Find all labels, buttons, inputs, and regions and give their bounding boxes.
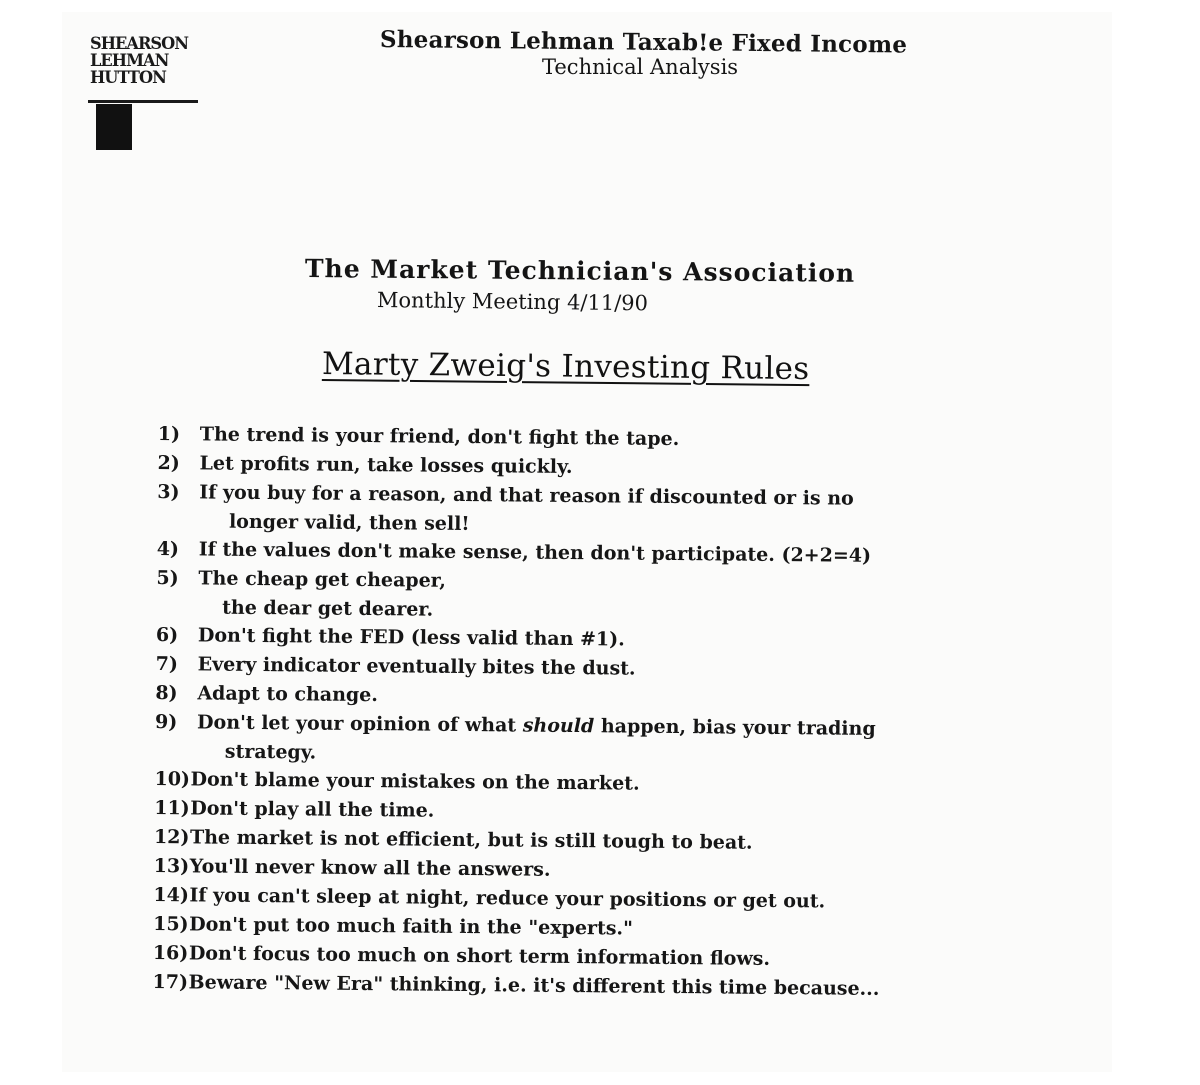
rule-continuation: strategy.: [224, 740, 317, 764]
rule-text: Don't put too much faith in the "experts.": [189, 913, 634, 940]
document-title: Marty Zweig's Investing Rules: [321, 346, 810, 388]
rule-text: The market is not efficient, but is still tough to beat.: [189, 826, 753, 854]
rule-text: The trend is your friend, don't fight the tape.: [199, 423, 680, 451]
rule-number: 17): [152, 970, 189, 994]
rule-text: Adapt to change.: [197, 682, 379, 707]
rule-number: 8): [155, 681, 178, 705]
rule-text-part: Don't let your opinion of what: [196, 711, 523, 737]
rule-text: Every indicator eventually bites the dust.: [197, 653, 636, 680]
rule-text: The cheap get cheaper,: [198, 567, 447, 592]
rule-number: 9): [154, 710, 178, 734]
rule-text: Let profits run, take losses quickly.: [199, 452, 573, 478]
rule-text: Beware "New Era" thinking, i.e. it's different this time because...: [188, 971, 880, 1000]
rule-text: Don't play all the time.: [190, 797, 435, 822]
logo-line-2: LEHMAN: [90, 51, 169, 71]
logo-line-3: HUTTON: [90, 68, 166, 88]
rule-number: 7): [155, 652, 178, 676]
rule-text: If the values don't make sense, then don't participate. (2+2=4): [198, 538, 872, 567]
rule-number: 6): [155, 623, 179, 647]
rule-text-emphasis: should: [522, 714, 595, 738]
logo-block: [96, 104, 132, 150]
rule-number: 2): [157, 451, 180, 475]
logo-rule: [88, 100, 198, 103]
logo-line-1: SHEARSON: [90, 34, 189, 54]
rule-continuation: the dear get dearer.: [222, 596, 434, 621]
rule-text: Don't focus too much on short term information flows.: [188, 942, 771, 970]
rule-item: [157, 478, 978, 543]
rule-item: [156, 564, 977, 629]
rule-number: 14): [153, 883, 189, 907]
rule-number: 5): [156, 566, 179, 590]
rule-text-part: happen, bias your trading: [594, 715, 876, 740]
rule-number: 1): [157, 422, 181, 446]
letterhead-firm: Shearson Lehman Taxab!e Fixed Income: [379, 26, 908, 59]
rule-number: 15): [153, 912, 189, 936]
rule-number: 3): [157, 480, 180, 504]
association-name: The Market Technician's Association: [304, 254, 856, 288]
rule-number: 13): [153, 854, 190, 878]
rule-number: 16): [152, 941, 189, 965]
rule-number: 4): [156, 537, 180, 561]
rule-text: If you buy for a reason, and that reason if discounted or is no: [199, 481, 854, 510]
rule-number: 10): [154, 767, 191, 791]
rule-number: 12): [153, 825, 190, 849]
rule-text: Don't blame your mistakes on the market.: [190, 768, 640, 795]
rule-text: If you can't sleep at night, reduce your positions or get out.: [189, 884, 826, 913]
letterhead: [380, 26, 920, 79]
rule-number: 11): [154, 796, 190, 820]
rule-text: Don't fight the FED (less valid than #1).: [197, 624, 625, 651]
logo-wordmark: [90, 36, 193, 87]
rule-continuation: longer valid, then sell!: [228, 510, 470, 535]
letterhead-department: Technical Analysis: [542, 55, 739, 79]
meeting-line: Monthly Meeting 4/11/90: [376, 288, 649, 316]
rule-item: [155, 708, 976, 773]
rules-list: [152, 420, 978, 1005]
company-logo: [86, 30, 214, 152]
rule-text: You'll never know all the answers.: [189, 855, 551, 881]
